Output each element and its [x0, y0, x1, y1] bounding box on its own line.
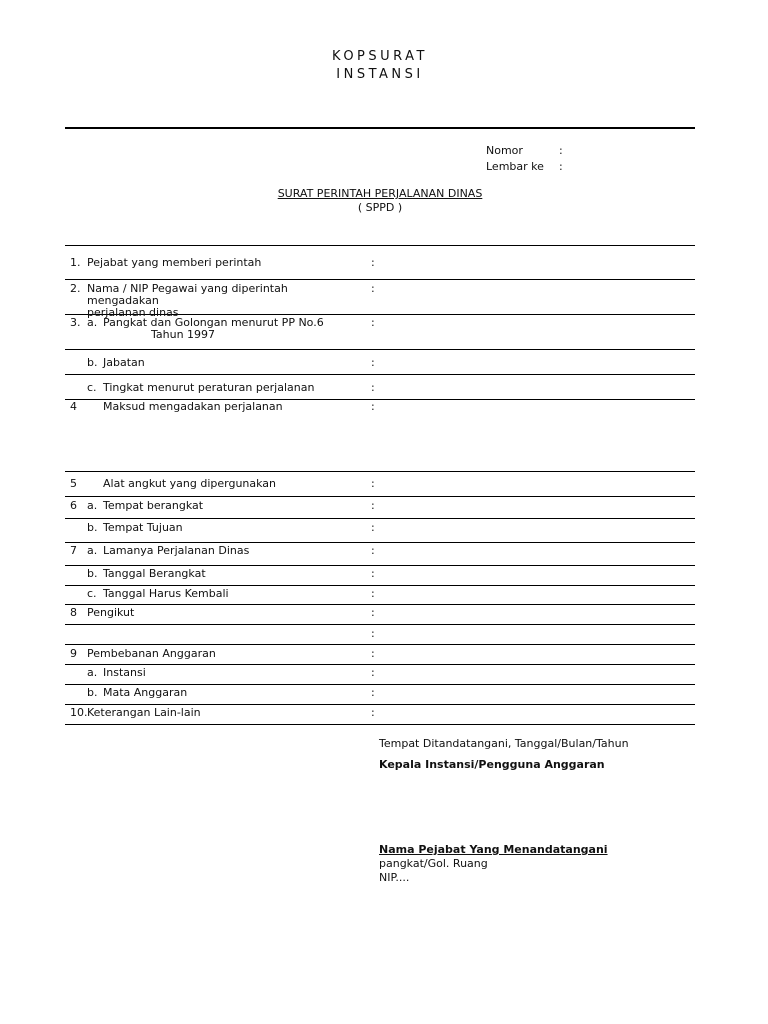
signature-nip: NIP.... [379, 871, 410, 884]
row-sub-letter: c. [87, 587, 97, 600]
row-label-text: Instansi [103, 666, 146, 679]
meta-label: Nomor [486, 144, 523, 157]
form-row [65, 472, 695, 497]
form-row [65, 586, 695, 605]
row-number: 6 [70, 499, 77, 512]
form-row [65, 705, 695, 725]
row-label-text: Maksud mengadakan perjalanan [103, 400, 283, 413]
row-label [103, 357, 368, 369]
row-colon: : [371, 567, 375, 580]
letterhead-line1: KOPSURAT [332, 49, 428, 64]
row-sub-letter: a. [87, 499, 98, 512]
form-row [65, 280, 695, 319]
row-label-text: Jabatan [103, 356, 145, 369]
signature-place-date: Tempat Ditandatangani, Tanggal/Bulan/Tahun [379, 737, 629, 750]
row-sub-letter: b. [87, 567, 98, 580]
row-label [87, 707, 352, 719]
form-table [65, 245, 695, 725]
row-number: 7 [70, 544, 77, 557]
row-label [103, 545, 368, 557]
row-number: 3. [70, 316, 81, 329]
meta-separator: : [559, 144, 563, 157]
row-label [87, 648, 352, 660]
row-colon: : [371, 316, 375, 329]
row-colon: : [371, 587, 375, 600]
form-row [65, 543, 695, 566]
row-sub-letter: b. [87, 356, 98, 369]
title-sub: ( SPPD ) [357, 201, 403, 214]
row-colon: : [371, 606, 375, 619]
row-label-text: Pejabat yang memberi perintah [87, 256, 262, 269]
row-label-text: Pembebanan Anggaran [87, 647, 216, 660]
row-sub-letter: b. [87, 686, 98, 699]
row-colon: : [371, 627, 375, 640]
signature-name: Nama Pejabat Yang Menandatangani [379, 843, 608, 856]
row-label-continuation: perjalanan dinas [87, 306, 179, 319]
row-colon: : [371, 666, 375, 679]
letterhead-line2: INSTANSI [336, 67, 424, 82]
row-sub-letter: b. [87, 521, 98, 534]
row-sub-letter: a. [87, 316, 98, 329]
row-label-text: Pengikut [87, 606, 135, 619]
row-label-continuation: Tahun 1997 [151, 328, 216, 341]
row-label [87, 283, 352, 319]
form-row [65, 315, 695, 350]
row-sub-letter: a. [87, 544, 98, 557]
row-colon: : [371, 477, 375, 490]
form-row [65, 566, 695, 586]
row-label [103, 382, 368, 394]
form-row [65, 665, 695, 685]
form-row [65, 246, 695, 280]
row-label [103, 687, 368, 699]
row-colon: : [371, 686, 375, 699]
row-label-text: Alat angkut yang dipergunakan [103, 477, 277, 490]
row-label [103, 500, 368, 512]
form-row [65, 519, 695, 543]
row-label-text: Tanggal Harus Kembali [103, 587, 229, 600]
row-colon: : [371, 544, 375, 557]
row-sub-letter: a. [87, 666, 98, 679]
header-divider [65, 127, 695, 129]
row-colon: : [371, 706, 375, 719]
title-main: SURAT PERINTAH PERJALANAN DINAS [277, 187, 483, 200]
form-row [65, 497, 695, 519]
row-label [103, 667, 368, 679]
row-label-text: Pangkat dan Golongan menurut PP No.6 [103, 316, 324, 329]
row-colon: : [371, 647, 375, 660]
row-label [103, 588, 368, 600]
row-number: 4 [70, 400, 77, 413]
meta-row-lembar [486, 159, 563, 175]
row-label-text: Lamanya Perjalanan Dinas [103, 544, 250, 557]
row-colon: : [371, 356, 375, 369]
form-row [65, 645, 695, 665]
row-label [87, 257, 352, 269]
form-row [65, 625, 695, 645]
form-row [65, 685, 695, 705]
row-colon: : [371, 521, 375, 534]
row-colon: : [371, 499, 375, 512]
meta-row-nomor [486, 143, 563, 159]
row-number: 9 [70, 647, 77, 660]
row-label [103, 478, 368, 490]
signature-rank: pangkat/Gol. Ruang [379, 857, 488, 870]
row-colon: : [371, 381, 375, 394]
row-label-text: Tingkat menurut peraturan perjalanan [103, 381, 315, 394]
row-label-text: Tempat berangkat [103, 499, 204, 512]
row-label [103, 568, 368, 580]
row-colon: : [371, 256, 375, 269]
row-label [103, 401, 368, 413]
row-colon: : [371, 400, 375, 413]
row-label [103, 317, 368, 341]
row-label-text: Mata Anggaran [103, 686, 188, 699]
document-title [0, 187, 760, 215]
meta-label: Lembar ke [486, 160, 544, 173]
meta-separator: : [559, 160, 563, 173]
row-label-text: Tanggal Berangkat [103, 567, 206, 580]
document-meta [486, 143, 563, 175]
signature-role: Kepala Instansi/Pengguna Anggaran [379, 758, 605, 771]
row-number: 5 [70, 477, 77, 490]
row-label [87, 607, 352, 619]
row-number: 10. [70, 706, 88, 719]
form-row [65, 375, 695, 400]
form-row [65, 400, 695, 472]
row-label-text: Nama / NIP Pegawai yang diperintah mengadakan [87, 282, 288, 307]
form-row [65, 350, 695, 375]
letterhead [0, 48, 760, 84]
row-sub-letter: c. [87, 381, 97, 394]
row-label [103, 522, 368, 534]
row-label-text: Tempat Tujuan [103, 521, 183, 534]
row-colon: : [371, 282, 375, 295]
row-number: 2. [70, 282, 81, 295]
row-number: 8 [70, 606, 77, 619]
form-row [65, 605, 695, 625]
row-number: 1. [70, 256, 81, 269]
row-label-text: Keterangan Lain-lain [87, 706, 201, 719]
